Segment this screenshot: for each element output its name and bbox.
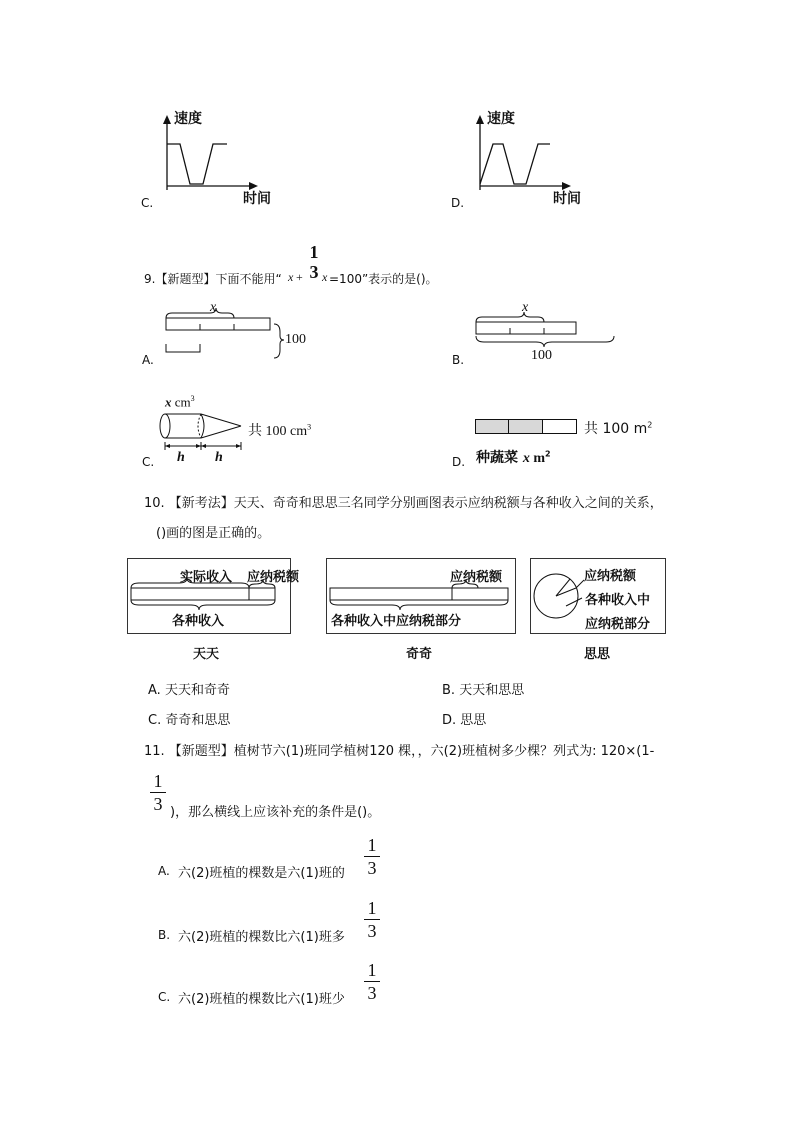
q11-option-a-text: 六(2)班植的棵数是六(1)班的 xyxy=(178,866,345,881)
q9d-caption-unit: m xyxy=(529,451,546,466)
q9d-caption xyxy=(476,447,551,467)
q11-option-b-text: 六(2)班植的棵数比六(1)班多 xyxy=(178,930,345,945)
q11-option-c-label: C. xyxy=(158,990,171,1004)
q10-option-c[interactable] xyxy=(148,709,230,728)
q9a-var-x: x xyxy=(210,300,217,315)
q11-option-c-num: 1 xyxy=(367,960,377,980)
q9d-total-sup: 2 xyxy=(647,420,653,430)
q9c-volume-sup: 3 xyxy=(190,394,195,403)
q10-option-a-label: A. xyxy=(148,683,161,698)
q10-option-c-label: C. xyxy=(148,713,162,728)
q9d-total xyxy=(584,418,652,438)
q8c-y-axis-label: 速度 xyxy=(174,111,202,127)
q8d-y-axis-label: 速度 xyxy=(487,111,515,127)
q10-stem-line1: 10. 【新考法】天天、奇奇和思思三名同学分别画图表示应纳税额与各种收入之间的关系， xyxy=(144,496,663,511)
q9-frac-den: 3 xyxy=(309,262,319,282)
q9c-h1: h xyxy=(177,450,185,465)
q10-fig2-top-right: 应纳税额 xyxy=(450,570,503,585)
q10-option-d-label: D. xyxy=(442,713,457,728)
q10-fig3-caption: 思思 xyxy=(584,647,611,662)
q8d-option-label: D. xyxy=(451,196,465,210)
q9d-caption-text: 种蔬菜 xyxy=(476,450,523,466)
q9a-option-label: A. xyxy=(142,353,154,367)
q9c-total-sup: 3 xyxy=(307,422,312,432)
q11-frac-bar xyxy=(150,792,166,793)
q9-eq-x: x xyxy=(288,270,294,284)
q11-option-b-den: 3 xyxy=(367,921,377,941)
q8d-x-axis-label: 时间 xyxy=(553,191,581,207)
q11-option-b-label: B. xyxy=(158,928,171,942)
q9c-volume-var: x xyxy=(165,394,172,410)
q10-fig1-top-right: 应纳税额 xyxy=(247,570,300,585)
q8c-x-axis-label: 时间 xyxy=(243,191,271,207)
q9d-shaded-part-2 xyxy=(508,419,543,434)
q11-stem-line2: )，那么横线上应该补充的条件是()。 xyxy=(170,805,381,820)
q9-stem-suffix: =100”表示的是()。 xyxy=(329,272,438,286)
q11-option-b-fraction xyxy=(364,899,380,940)
q9a-total: 100 xyxy=(285,332,306,347)
q9c-option-label: C. xyxy=(142,455,155,469)
q10-fig1-top-left: 实际收入 xyxy=(180,570,233,585)
q11-option-b-bar xyxy=(364,919,380,920)
q11-option-a-num: 1 xyxy=(367,835,377,855)
q9d-option-label: D. xyxy=(452,455,466,469)
q11-option-c-fraction xyxy=(364,961,380,1002)
q8c-option-label: C. xyxy=(141,196,154,210)
q9d-caption-sup: 2 xyxy=(545,449,551,459)
q11-option-a-fraction xyxy=(364,836,380,877)
q11-stem-line1: 11. 【新题型】植树节六(1)班同学植树120 棵，，六(2)班植树多少棵？列式为: 120×(1- xyxy=(144,744,655,759)
q9c-volume-unit: cm xyxy=(174,394,191,410)
q10-option-b-label: B. xyxy=(442,683,456,698)
q10-option-b[interactable] xyxy=(442,679,524,698)
q10-option-c-text: 奇奇和思思 xyxy=(165,713,231,728)
q11-option-c-text: 六(2)班植的棵数比六(1)班少 xyxy=(178,992,345,1007)
q9b-total: 100 xyxy=(531,348,552,363)
q11-option-b-num: 1 xyxy=(367,898,377,918)
q11-frac-den: 3 xyxy=(153,794,163,814)
q11-option-c-den: 3 xyxy=(367,983,377,1003)
q10-option-b-text: 天天和思思 xyxy=(459,683,525,698)
q9c-h2: h xyxy=(215,450,223,465)
q9-frac-num: 1 xyxy=(309,242,319,262)
q9b-option-label: B. xyxy=(452,353,465,367)
q10-option-d-text: 思思 xyxy=(460,713,487,728)
q9d-shaded-part-1 xyxy=(475,419,509,434)
q9-eq-x2: x xyxy=(322,270,328,284)
q10-option-a-text: 天天和奇奇 xyxy=(164,683,230,698)
q11-frac-num: 1 xyxy=(153,771,163,791)
q9c-volume xyxy=(165,394,195,410)
q9d-total-text: 共 100 m xyxy=(584,421,648,437)
q11-option-a-den: 3 xyxy=(367,858,377,878)
q9c-total xyxy=(248,420,311,440)
q10-fig1-caption: 天天 xyxy=(193,647,220,662)
q10-option-a[interactable] xyxy=(148,679,230,698)
q10-stem-line2: ()画的图是正确的。 xyxy=(156,526,271,541)
q9c-total-text: 共 100 cm xyxy=(248,424,308,439)
q9-eq-plus: + xyxy=(296,270,303,284)
q10-fig3-label-tax: 应纳税额 xyxy=(584,569,637,584)
q10-fig2-caption: 奇奇 xyxy=(406,647,433,662)
q10-fig1-bottom: 各种收入 xyxy=(172,614,225,629)
q9-fraction xyxy=(306,243,322,281)
q9d-blank-part xyxy=(542,419,577,434)
q11-stem-fraction xyxy=(150,772,166,813)
q9d-caption-var: x xyxy=(522,451,530,466)
q10-fig3-label-income: 各种收入中 xyxy=(585,593,651,608)
q9b-bar-diagram xyxy=(474,312,634,352)
q10-fig3-label-part: 应纳税部分 xyxy=(585,617,651,632)
q11-option-c-bar xyxy=(364,981,380,982)
q10-fig2-bottom: 各种收入中应纳税部分 xyxy=(331,614,462,629)
q10-option-d[interactable] xyxy=(442,709,486,728)
q11-option-a-label: A. xyxy=(158,864,170,878)
q9b-var-x: x xyxy=(522,300,529,315)
q9-stem-prefix: 9.【新题型】下面不能用“ xyxy=(144,272,282,286)
q11-option-a-bar xyxy=(364,856,380,857)
